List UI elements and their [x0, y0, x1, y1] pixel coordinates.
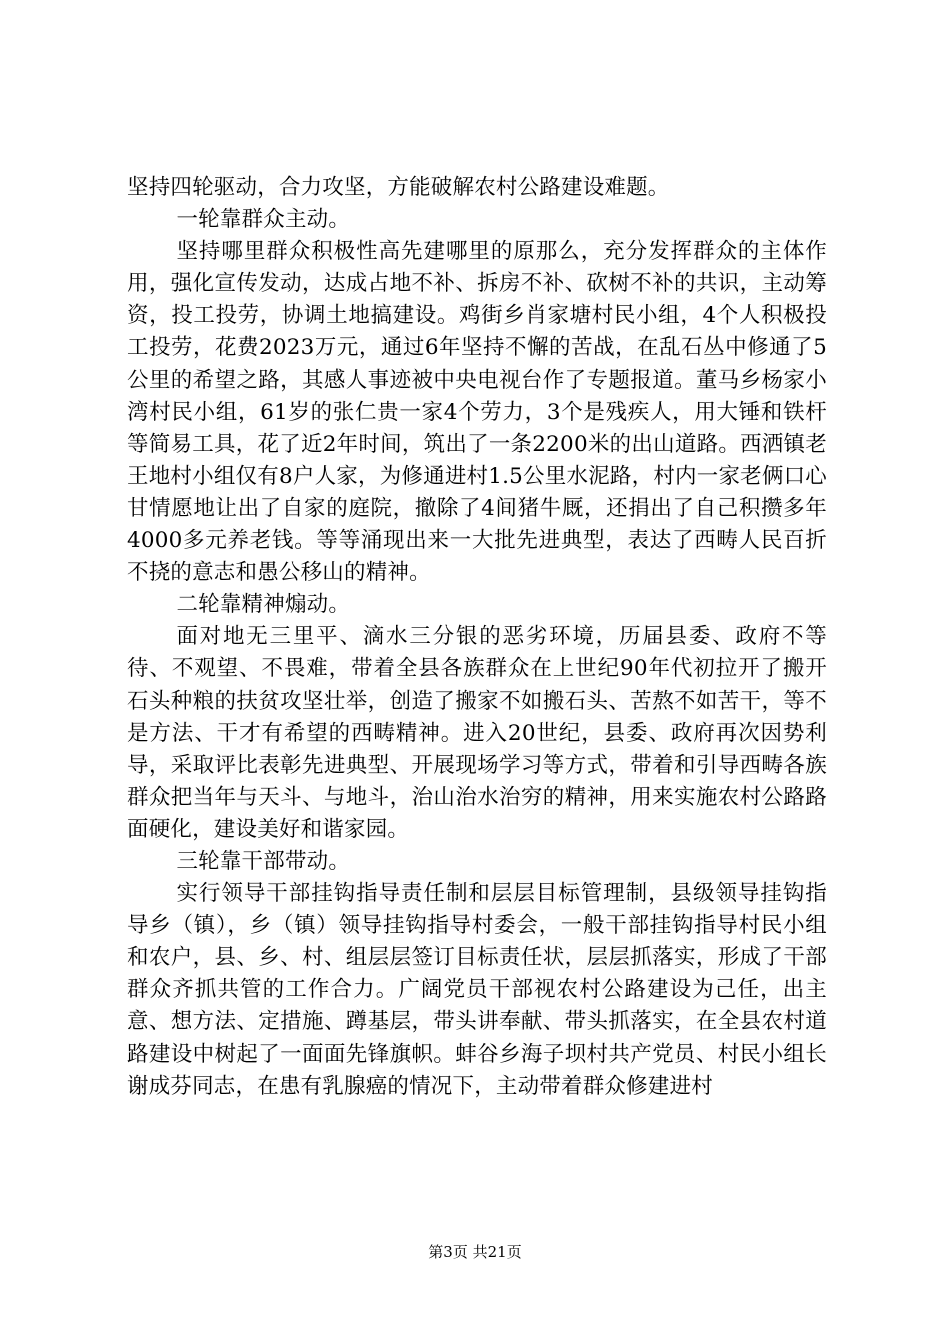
heading-round-three: 三轮靠干部带动。	[176, 848, 351, 874]
paragraph-round-two: 面对地无三里平、滴水三分银的恶劣环境，历届县委、政府不等待、不观望、不畏难，带着全县各族群众在上世纪90年代初拉开了搬开石头种粮的扶贫攻坚壮举，创造了搬家不如搬石头、苦熬不如苦干，等不是方法、干才有希望的西畴精神。进入20世纪，县委、政府再次因势利导，采取评比表彰先进典型、开展现场学习等方式，带着和引导西畴各族群众把当年与天斗、与地斗，治山治水治穷的精神，用来实施农村公路路面硬化，建设美好和谐家园。	[127, 624, 827, 842]
heading-round-one: 一轮靠群众主动。	[176, 207, 351, 233]
paragraph-intro: 坚持四轮驱动，合力攻坚，方能破解农村公路建设难题。	[127, 175, 670, 200]
document-body	[127, 172, 827, 1103]
heading-round-two: 二轮靠精神煽动。	[176, 592, 351, 618]
page-number-footer: 第3页 共21页	[428, 1243, 522, 1261]
paragraph-round-three: 实行领导干部挂钩指导责任制和层层目标管理制，县级领导挂钩指导乡（镇），乡（镇）领导挂钩指导村委会，一般干部挂钩指导村民小组和农户，县、乡、村、组层层签订目标责任状，层层抓落实，形成了干部群众齐抓共管的工作合力。广阔党员干部视农村公路建设为己任，出主意、想方法、定措施、蹲基层，带头讲奉献、带头抓落实，在全县农村道路建设中树起了一面面先锋旗帜。蚌谷乡海子坝村共产党员、村民小组长谢成芬同志，在患有乳腺癌的情况下，主动带着群众修建进村	[127, 881, 827, 1099]
paragraph-round-one: 坚持哪里群众积极性高先建哪里的原那么，充分发挥群众的主体作用，强化宣传发动，达成占地不补、拆房不补、砍树不补的共识，主动筹资，投工投劳，协调土地搞建设。鸡街乡肖家塘村民小组，4个人积极投工投劳，花费2023万元，通过6年坚持不懈的苦战，在乱石丛中修通了5公里的希望之路，其感人事迹被中央电视台作了专题报道。董马乡杨家小湾村民小组，61岁的张仁贵一家4个劳力，3个是残疾人，用大锤和铁杆等简易工具，花了近2年时间，筑出了一条2200米的出山道路。西洒镇老王地村小组仅有8户人家，为修通进村1.5公里水泥路，村内一家老俩口心甘情愿地让出了自家的庭院，撤除了4间猪牛厩，还捐出了自己积攒多年4000多元养老钱。等等涌现出来一大批先进典型，表达了西畴人民百折不挠的意志和愚公移山的精神。	[127, 239, 827, 586]
